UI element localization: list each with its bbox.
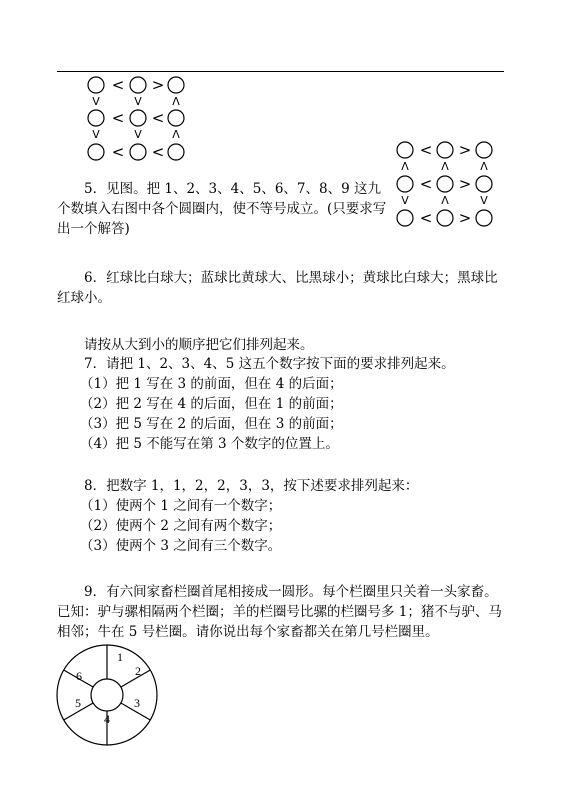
row-2 [397,209,492,227]
question-8 [57,476,507,556]
sign: < [419,175,433,193]
sign: Λ [480,160,488,173]
question-7-item: （4）把 5 不能写在第 3 个数字的位置上。 [80,436,339,452]
question-9 [57,582,507,642]
circle [437,142,453,158]
question-8-item: （3）使两个 3 之间有三个数字。 [80,538,282,554]
row-1 [397,175,492,193]
sign: < [111,76,125,94]
circle [130,110,146,126]
circle [437,176,453,192]
question-7 [57,354,507,454]
pen-number: 3 [134,696,140,710]
circle [88,77,104,93]
circle [476,142,492,158]
question-7-item: （3）把 5 写在 2 的后面，但在 3 的前面； [80,416,343,432]
circle [476,210,492,226]
vert-1 [401,194,488,207]
sign: < [151,143,165,161]
sign: V [134,95,142,108]
circle [130,144,146,160]
sign: > [151,76,165,94]
circle [168,77,184,93]
sign: < [419,209,433,227]
sign: Λ [441,194,449,207]
sign: < [151,109,165,127]
question-8-item: （1）使两个 1 之间有一个数字； [80,498,282,514]
row-0 [397,141,492,159]
question-6-instruction [57,335,507,355]
circle [88,144,104,160]
question-5 [57,179,387,239]
question-5-text: 5．见图。把 1、2、3、4、5、6、7、8、9 这九个数填入右图中各个圆圈内，使不等号成立。(只要求写出一个解答) [57,181,387,237]
inner-circle [91,679,123,711]
question-7-item: （1）把 1 写在 3 的前面，但在 4 的后面； [80,376,343,392]
sign: > [458,209,472,227]
pen-number: 1 [117,650,123,664]
sign: > [458,141,472,159]
vert-0 [401,160,488,173]
circle [130,77,146,93]
question-7-title: 7．请把 1、2、3、4、5 这五个数字按下面的要求排列起来。 [84,356,455,372]
circle [397,210,413,226]
question-9-text: 9．有六间家畜栏圈首尾相接成一圆形。每个栏圈里只关着一头家畜。已知：驴与骡相隔两个栏圈；羊的栏圈号比骡的栏圈号多 1；猪不与驴、马相邻；牛在 5 号栏圈。请你说出每个家畜都关在第几号栏圈里。 [57,584,502,640]
circle [476,176,492,192]
sign: Λ [401,160,409,173]
puzzle-grid-left [86,74,186,164]
pen-wheel-diagram [55,643,159,747]
sign: V [92,128,100,141]
question-6-text: 6．红球比白球大；蓝球比黄球大、比黑球小；黄球比白球大；黑球比红球小。 [57,270,498,306]
sign: Λ [441,160,449,173]
pen-number: 4 [104,712,110,726]
vert-0 [92,95,180,108]
circle [168,144,184,160]
sign: Λ [172,128,180,141]
pen-number: 6 [76,669,82,683]
sign: < [111,143,125,161]
question-6-instruction-text: 请按从大到小的顺序把它们排列起来。 [84,337,314,353]
sign: V [92,95,100,108]
question-8-title: 8．把数字 1，1，2，2，3，3，按下述要求排列起来： [84,478,419,494]
question-6 [57,268,507,308]
row-2 [88,143,184,161]
circle [168,110,184,126]
pen-number: 2 [135,664,141,678]
sign: V [401,194,409,207]
row-0 [88,76,184,94]
circle [437,210,453,226]
question-7-item: （2）把 2 写在 4 的后面，但在 1 的前面； [80,396,343,412]
sign: V [480,194,488,207]
sign: > [458,175,472,193]
puzzle-grid-right [395,140,495,230]
circle [88,110,104,126]
sign: Λ [172,95,180,108]
sign: < [111,109,125,127]
header-rule [57,71,504,72]
vert-1 [92,128,180,141]
circle [397,142,413,158]
circle [397,176,413,192]
row-1 [88,109,184,127]
pen-number: 5 [75,696,81,710]
sign: V [134,128,142,141]
sign: < [419,141,433,159]
question-8-item: （2）使两个 2 之间有两个数字； [80,518,282,534]
